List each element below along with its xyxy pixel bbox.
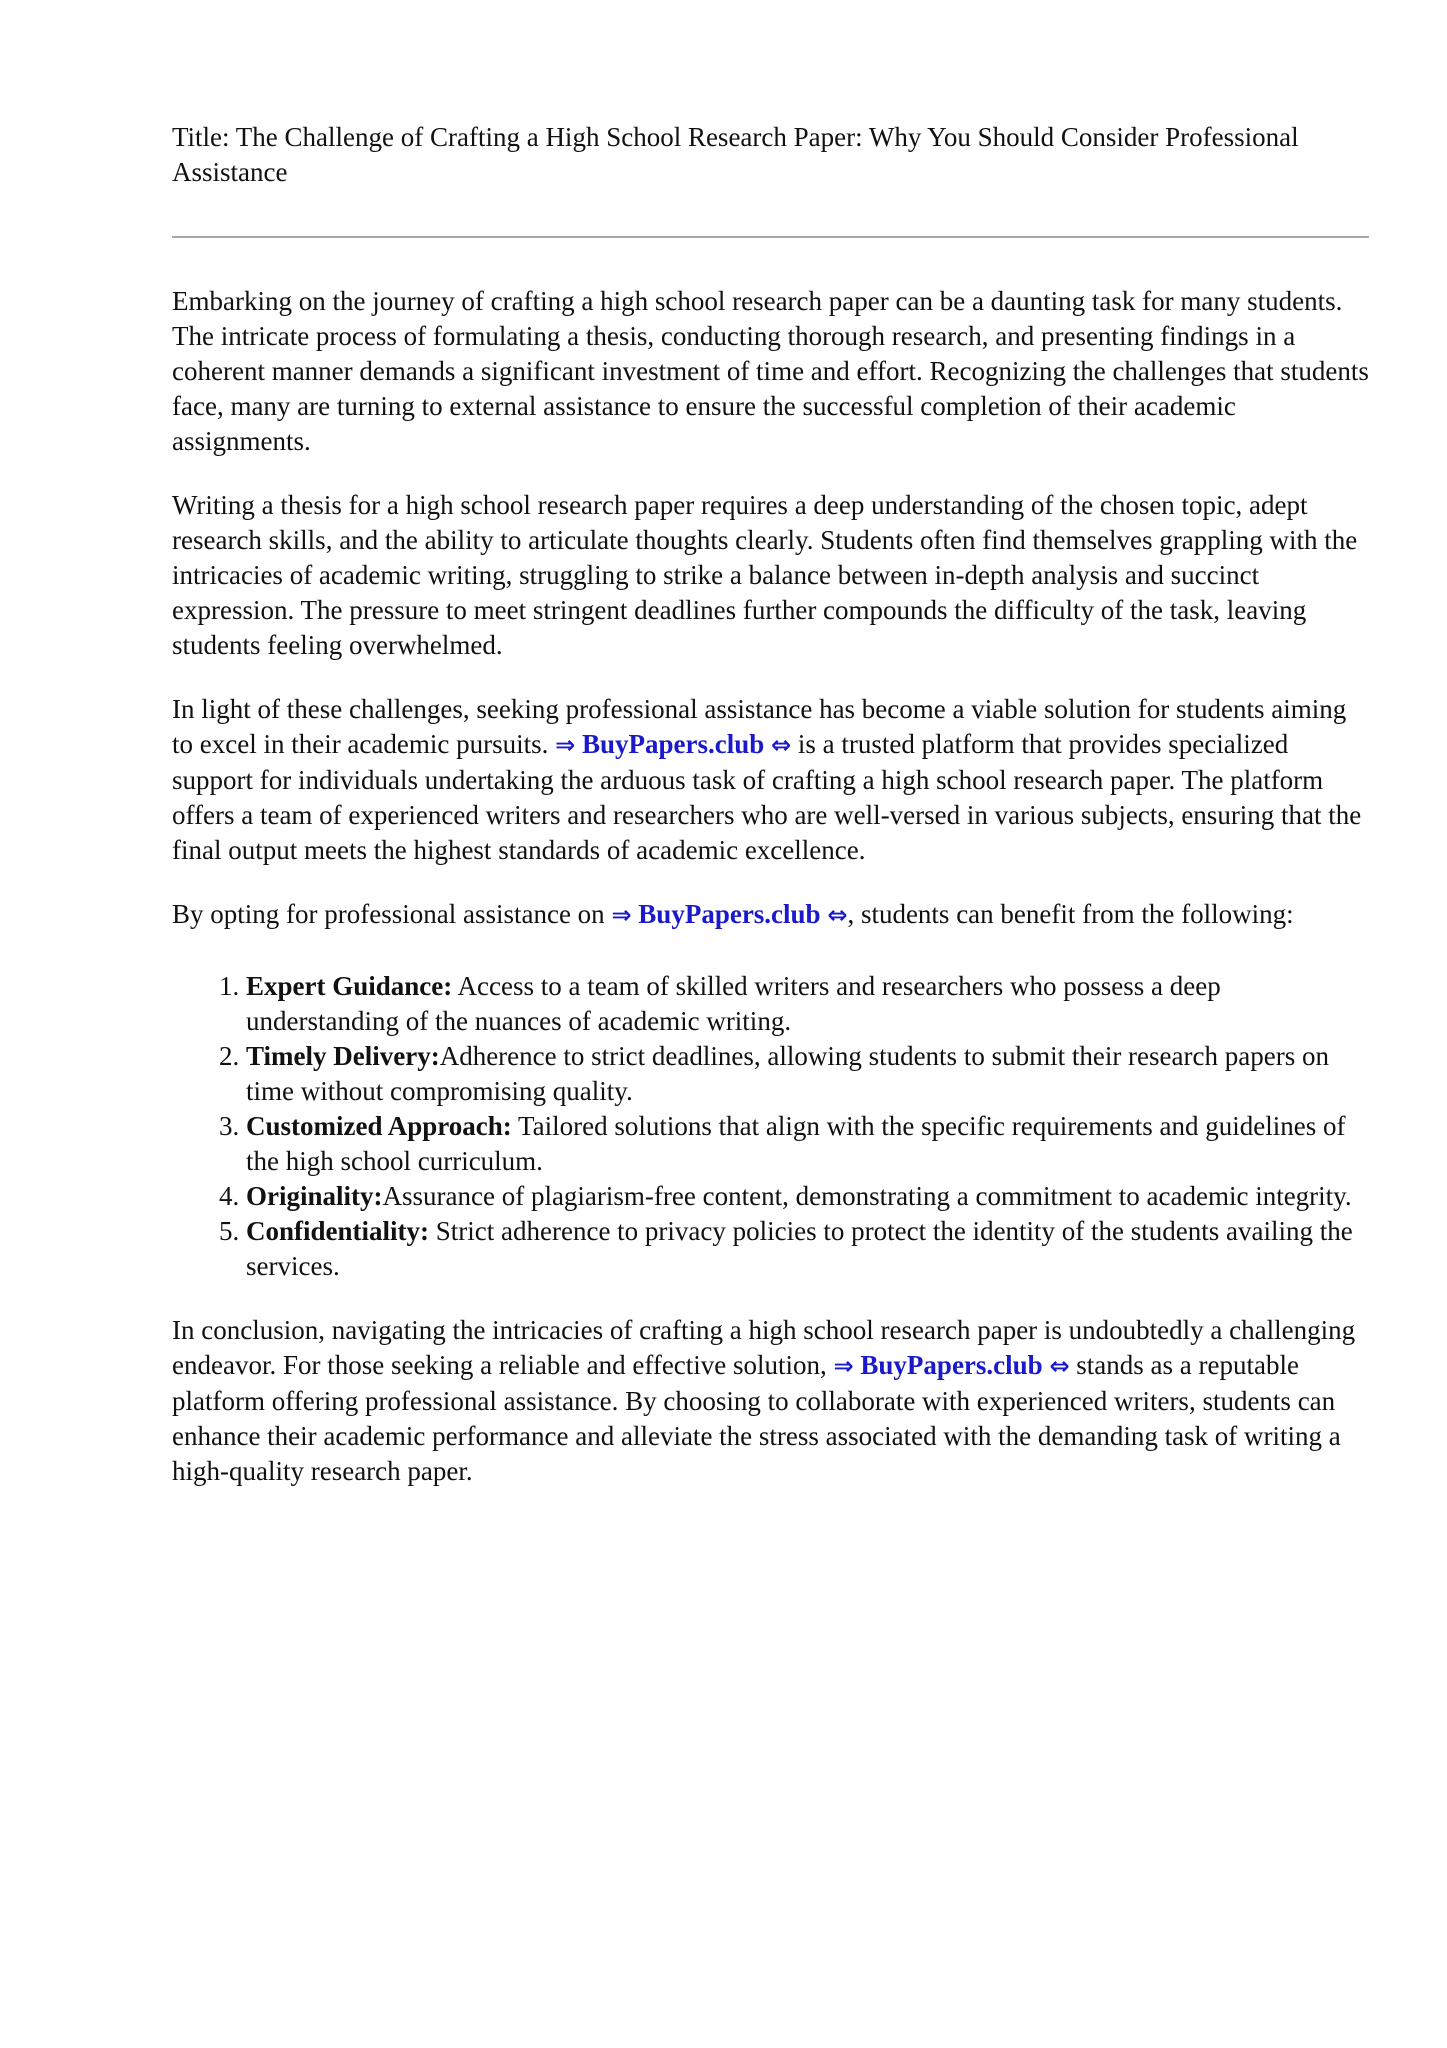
paragraph-conclusion-text-before: In conclusion, navigating the intricacies of crafting a high school research paper is undoubtedly a challenging endeavor. For those seeking a reliable and effective solution, — [172, 1315, 1356, 1380]
list-item — [246, 1179, 1372, 1214]
list-item-text: Tailored solutions that align with the specific requirements and guidelines of the high school curriculum. — [246, 1111, 1346, 1176]
benefits-list — [172, 969, 1372, 1284]
left-right-double-arrow-icon: ⇔ — [771, 731, 792, 759]
page-title: Title: The Challenge of Crafting a High School Research Paper: Why You Should Consider Professional Assistance — [172, 122, 1299, 187]
left-right-double-arrow-icon: ⇔ — [1049, 1352, 1070, 1380]
paragraph-conclusion-text-after: stands as a reputable platform offering professional assistance. By choosing to collaborate with experienced writers, students can enhance their academic performance and alleviate the stress associated with the demanding task of writing a high-quality research paper. — [172, 1350, 1341, 1486]
list-item — [246, 969, 1372, 1039]
buypapers-link-text[interactable]: BuyPapers.club — [860, 1350, 1043, 1380]
list-item-text: Assurance of plagiarism-free content, demonstrating a commitment to academic integrity. — [382, 1181, 1352, 1211]
paragraph-solution-text-before: In light of these challenges, seeking professional assistance has become a viable solution for students aiming to excel in their academic pursuits. — [172, 694, 1347, 759]
paragraph-conclusion — [172, 1313, 1372, 1489]
list-item — [246, 1039, 1372, 1109]
right-double-arrow-icon: ⇒ — [611, 901, 632, 929]
list-item-label: Timely Delivery: — [246, 1041, 440, 1071]
list-item-label: Expert Guidance: — [246, 971, 453, 1001]
list-item-label: Confidentiality: — [246, 1216, 430, 1246]
list-item — [246, 1109, 1372, 1179]
paragraph-benefits-intro — [172, 897, 1372, 933]
buypapers-link-text[interactable]: BuyPapers.club — [638, 899, 821, 929]
paragraph-solution — [172, 692, 1372, 868]
buypapers-link[interactable] — [834, 1350, 1070, 1380]
paragraph-solution-text-after: is a trusted platform that provides specialized support for individuals undertaking the arduous task of crafting a high school research paper. The platform offers a team of experienced writers and researchers who are well-versed in various subjects, ensuring that the final output meets the highest standards of academic excellence. — [172, 729, 1362, 865]
left-right-double-arrow-icon: ⇔ — [827, 901, 848, 929]
right-double-arrow-icon: ⇒ — [555, 731, 576, 759]
horizontal-divider — [172, 236, 1369, 238]
paragraph-intro: Embarking on the journey of crafting a high school research paper can be a daunting task for many students. The intricate process of formulating a thesis, conducting thorough research, and presenting findings in a coherent manner demands a significant investment of time and effort. Recognizing the challenges that students face, many are turning to external assistance to ensure the successful completion of their academic assignments. — [172, 286, 1369, 456]
list-item-label: Originality: — [246, 1181, 383, 1211]
document-page — [172, 120, 1372, 1489]
paragraph-benefits-text-after: , students can benefit from the following: — [847, 899, 1294, 929]
paragraph-challenges: Writing a thesis for a high school research paper requires a deep understanding of the chosen topic, adept research skills, and the ability to articulate thoughts clearly. Students often find themselves grappling with the intricacies of academic writing, struggling to strike a balance between in-depth analysis and succinct expression. The pressure to meet stringent deadlines further compounds the difficulty of the task, leaving students feeling overwhelmed. — [172, 490, 1358, 660]
paragraph-benefits-text-before: By opting for professional assistance on — [172, 899, 612, 929]
list-item-label: Customized Approach: — [246, 1111, 512, 1141]
buypapers-link[interactable] — [611, 899, 847, 929]
list-item-text: Adherence to strict deadlines, allowing students to submit their research papers on time without compromising quality. — [246, 1041, 1329, 1106]
buypapers-link-text[interactable]: BuyPapers.club — [581, 729, 765, 759]
list-item-text: Access to a team of skilled writers and researchers who possess a deep understanding of the nuances of academic writing. — [246, 971, 1221, 1036]
buypapers-link[interactable] — [555, 729, 791, 759]
right-double-arrow-icon: ⇒ — [833, 1352, 854, 1380]
list-item — [246, 1214, 1372, 1284]
list-item-text: Strict adherence to privacy policies to protect the identity of the students availing the services. — [246, 1216, 1353, 1281]
